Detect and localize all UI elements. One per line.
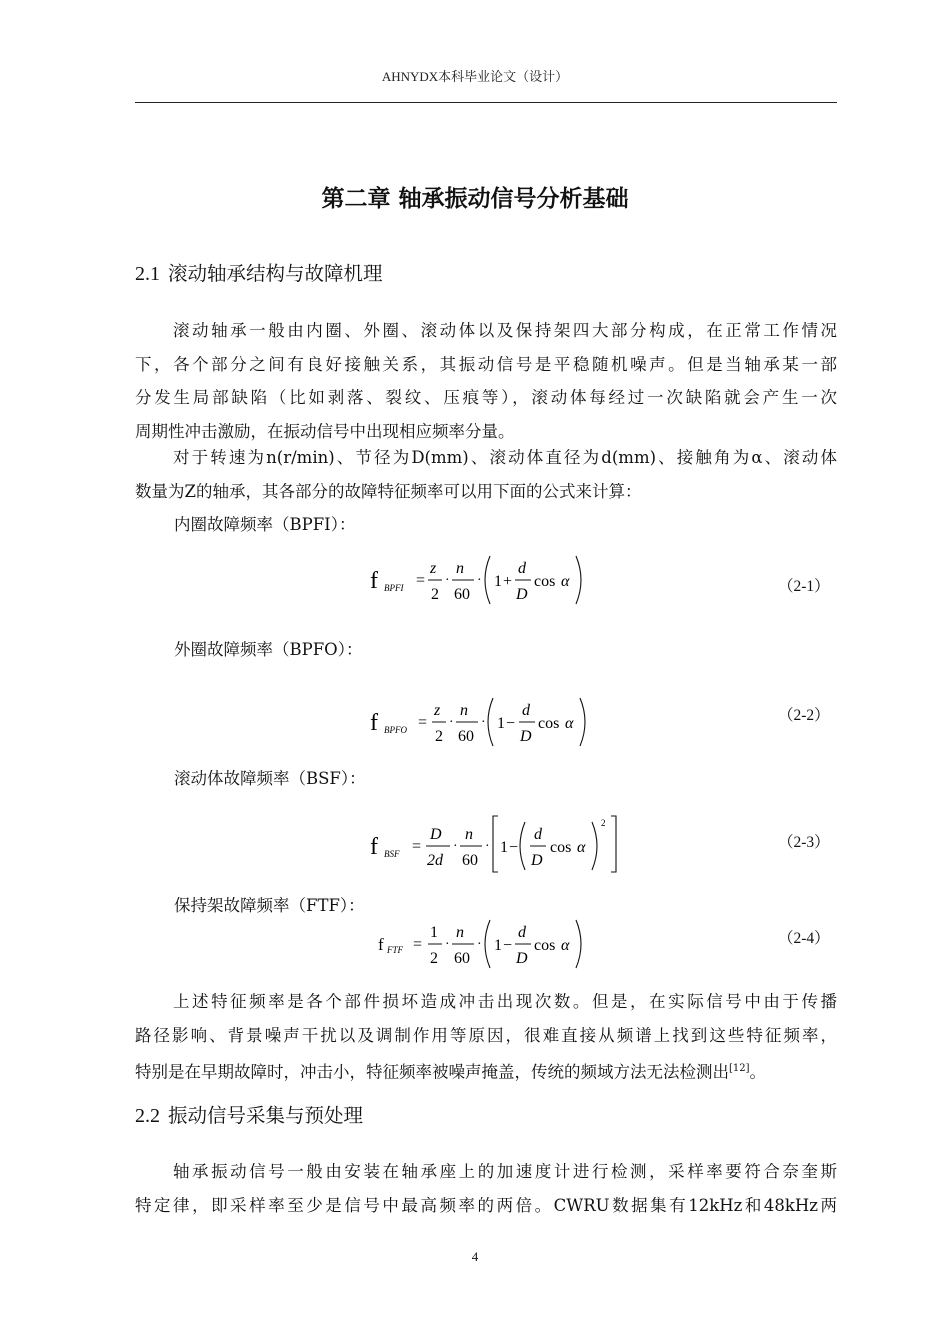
eq-n: n xyxy=(460,702,468,719)
equation-label-bpfi: 内圈故障频率（BPFI）： xyxy=(174,515,356,534)
eq-sign: − xyxy=(506,715,516,732)
eq-equals: = xyxy=(418,714,428,731)
equation-bpfi xyxy=(360,548,600,610)
section-title: 滚动轴承结构与故障机理 xyxy=(168,262,383,285)
paragraph-signal-acquisition xyxy=(135,1155,837,1222)
running-header: AHNYDX本科毕业论文（设计） xyxy=(381,69,569,84)
text-line: 分发生局部缺陷（比如剥落、裂纹、压痕等），滚动体每经过一次缺陷就会产生一次 xyxy=(135,388,837,407)
eq-dot: · xyxy=(453,839,458,854)
text-line: 路径影响、背景噪声干扰以及调制作用等原因，很难直接从频谱上找到这些特征频率， xyxy=(135,1025,837,1045)
text-line: 滚动轴承一般由内圈、外圈、滚动体以及保持架四大部分构成，在正常工作情况 xyxy=(173,321,837,340)
equation-bsf xyxy=(360,812,640,878)
eq-dot: · xyxy=(445,573,450,588)
eq-cos: cos xyxy=(534,937,556,954)
text-line: 上述特征频率是各个部件损坏造成冲击出现次数。但是，在实际信号中由于传播 xyxy=(173,992,837,1011)
eq-cos: cos xyxy=(534,573,556,590)
eq-D: D xyxy=(516,586,528,603)
eq-cos: cos xyxy=(538,715,560,732)
equation-label-bpfo: 外圈故障频率（BPFO）： xyxy=(174,640,363,659)
eq-d: d xyxy=(522,702,530,719)
equation-label-bsf: 滚动体故障频率（BSF）： xyxy=(174,769,366,788)
eq-symbol: f xyxy=(370,834,378,860)
equation-number: （2-3） xyxy=(778,834,830,851)
equation-number: （2-1） xyxy=(778,578,830,595)
eq-symbol: f xyxy=(370,568,378,594)
eq-equals: = xyxy=(416,572,426,589)
eq-subscript: BSF xyxy=(384,849,400,859)
eq-sixty: 60 xyxy=(454,950,470,967)
equation-number: （2-4） xyxy=(778,930,830,947)
eq-one: 1 xyxy=(494,573,502,590)
text-segment: 。 xyxy=(749,1062,767,1082)
eq-d: d xyxy=(534,826,542,843)
eq-alpha: α xyxy=(565,715,574,732)
eq-one: 1 xyxy=(500,839,508,856)
eq-dot: · xyxy=(449,715,454,730)
eq-sign: − xyxy=(509,839,519,856)
eq-sixty: 60 xyxy=(462,852,478,869)
header-rule xyxy=(135,102,837,103)
eq-frac-num: z xyxy=(430,560,437,577)
eq-cos: cos xyxy=(550,839,572,856)
section-heading-2-2 xyxy=(135,1100,363,1128)
eq-sign: + xyxy=(503,573,513,590)
paragraph-bearing-structure xyxy=(135,314,837,448)
citation: [12] xyxy=(729,1063,750,1074)
eq-d: d xyxy=(518,924,526,941)
eq-sign: − xyxy=(503,937,513,954)
eq-frac-den: 2d xyxy=(427,852,443,869)
page-number: 4 xyxy=(471,1249,479,1264)
eq-exponent: 2 xyxy=(601,818,606,828)
eq-alpha: α xyxy=(561,937,570,954)
chapter-title: 第二章 轴承振动信号分析基础 xyxy=(321,186,629,212)
eq-dot: · xyxy=(445,937,450,952)
eq-n: n xyxy=(465,826,473,843)
text-line: 特定律，即采样率至少是信号中最高频率的两倍。CWRU数据集有12kHz和48kHz两 xyxy=(135,1195,837,1215)
eq-frac-num: z xyxy=(434,702,441,719)
paragraph-feature-frequency xyxy=(135,985,837,1089)
eq-dot: · xyxy=(481,715,486,730)
eq-subscript: BPFI xyxy=(384,583,404,593)
equation-bpfo xyxy=(360,690,600,752)
eq-d: d xyxy=(518,560,526,577)
eq-frac-den: 2 xyxy=(435,728,443,745)
equation-ftf xyxy=(360,912,600,974)
eq-equals: = xyxy=(412,838,422,855)
eq-symbol: f xyxy=(378,935,384,954)
text-line: 下，各个部分之间有良好接触关系，其振动信号是平稳随机噪声。但是当轴承某一部 xyxy=(135,354,837,374)
eq-sixty: 60 xyxy=(454,586,470,603)
eq-frac-num: D xyxy=(430,826,442,843)
text-line: 数量为Z的轴承，其各部分的故障特征频率可以用下面的公式来计算： xyxy=(135,481,642,501)
text-line: 周期性冲击激励，在振动信号中出现相应频率分量。 xyxy=(135,421,515,441)
eq-subscript: BPFO xyxy=(384,725,407,735)
eq-dot: · xyxy=(485,839,490,854)
eq-frac-den: 2 xyxy=(431,586,439,603)
eq-alpha: α xyxy=(577,839,586,856)
eq-D: D xyxy=(516,950,528,967)
equation-label-ftf: 保持架故障频率（FTF）： xyxy=(174,896,365,915)
text-line-with-citation xyxy=(135,1052,837,1089)
paragraph-formula-intro xyxy=(135,441,837,508)
section-title: 振动信号采集与预处理 xyxy=(168,1104,364,1127)
eq-dot: · xyxy=(477,937,482,952)
eq-one: 1 xyxy=(494,937,502,954)
eq-frac-den: 2 xyxy=(430,950,438,967)
section-number: 2.2 xyxy=(135,1105,160,1127)
eq-n: n xyxy=(456,560,464,577)
eq-subscript: FTF xyxy=(387,945,404,955)
eq-one: 1 xyxy=(497,715,505,732)
eq-D: D xyxy=(531,852,543,869)
eq-symbol: f xyxy=(370,710,378,736)
text-line: 轴承振动信号一般由安装在轴承座上的加速度计进行检测，采样率要符合奈奎斯 xyxy=(173,1162,837,1181)
equation-number: （2-2） xyxy=(778,707,830,724)
eq-alpha: α xyxy=(561,573,570,590)
eq-equals: = xyxy=(413,936,423,953)
section-number: 2.1 xyxy=(135,263,160,285)
eq-sixty: 60 xyxy=(458,728,474,745)
eq-dot: · xyxy=(477,573,482,588)
eq-frac-num: 1 xyxy=(430,924,438,941)
eq-n: n xyxy=(456,924,464,941)
section-heading-2-1 xyxy=(135,258,383,286)
eq-D: D xyxy=(520,728,532,745)
text-segment: 特别是在早期故障时，冲击小，特征频率被噪声掩盖，传统的频域方法无法检测出 xyxy=(135,1062,729,1082)
text-line: 对于转速为n(r/min)、节径为D(mm)、滚动体直径为d(mm)、接触角为α、滚动体 xyxy=(173,448,837,467)
